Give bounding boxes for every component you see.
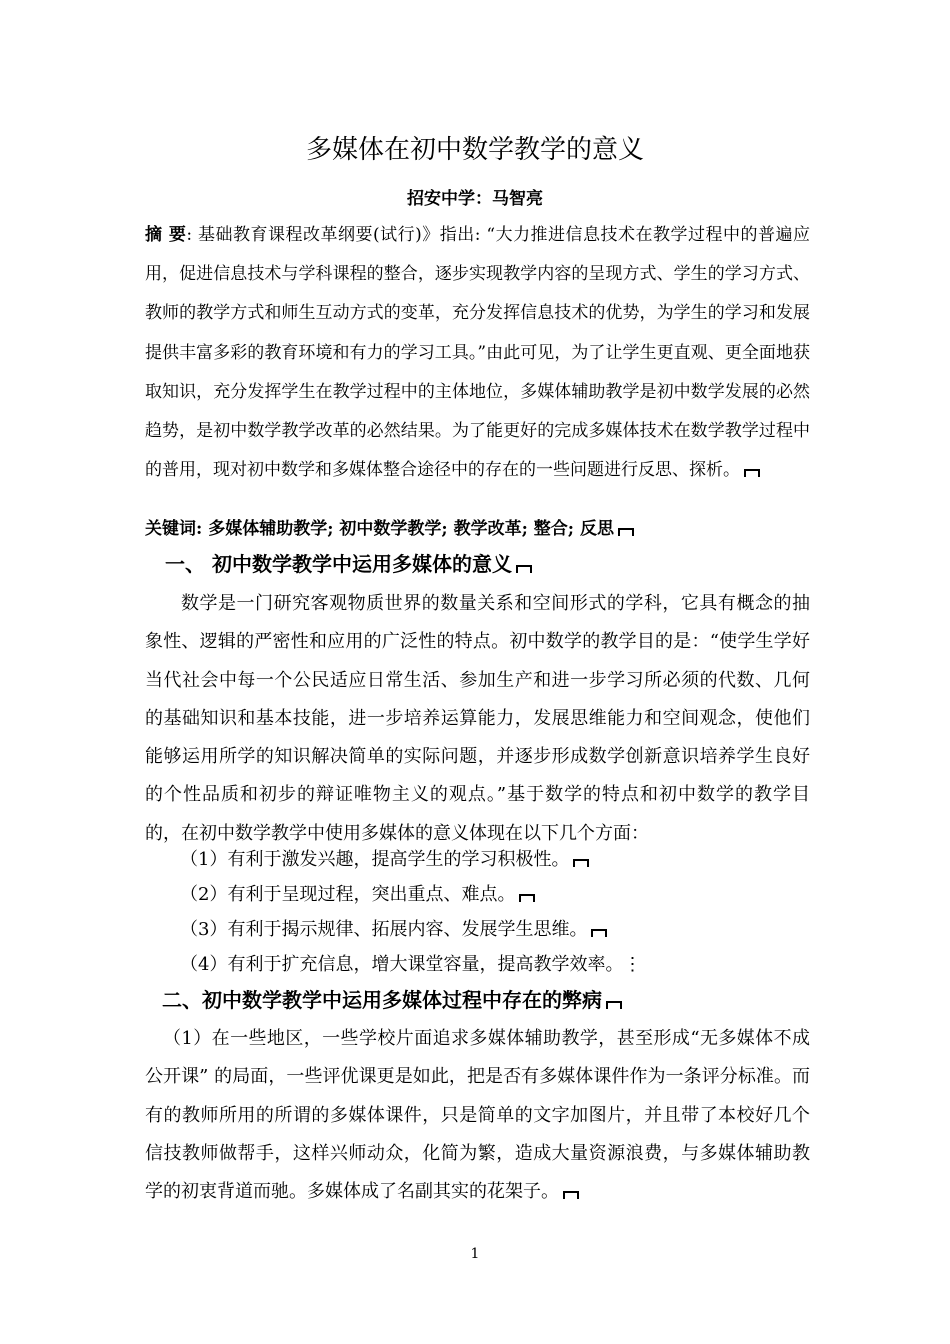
section-heading-1-text: 一、 初中数学教学中运用多媒体的意义 [165,552,512,576]
abstract-text: : 基础教育课程改革纲要(试行)》指出: “大力推进信息技术在教学过程中的普遍应用，促进信息技术与学科课程的整合，逐步实现教学内容的呈现方式、学生的学习方式、教师的教学方式和师生互动方式的变革，充分发挥信息技术的优势，为学生的学习和发展提供丰富多彩的教育环境和有力的学习工具。”由此可见，为了让学生更直观、更全面地获取知识，充分发挥学生在教学过程中的主体地位，多媒体辅助教学是初中数学发展的必然趋势，是初中数学教学改革的必然结果。为了能更好的完成多媒体技术在数学教学过程中的普用，现对初中数学和多媒体整合途径中的存在的一些问题进行反思、探析。 [145,225,811,481]
author-line: 招安中学：马智亮 [407,189,543,209]
paragraph-mark-icon [591,929,607,937]
list-item [180,877,535,912]
abstract-label: 摘 要 [145,225,187,245]
keywords-text: 关键词: 多媒体辅助教学; 初中数学教学; 教学改革; 整合; 反思 [145,519,614,539]
paragraph-mark-icon [573,859,589,867]
section-heading-2-text: 二、初中数学教学中运用多媒体过程中存在的弊病 [162,988,602,1012]
paragraph-mark-icon [516,565,532,573]
keywords-line [145,510,810,548]
paragraph-mark-icon [519,894,535,902]
paragraph-mark-icon [744,469,760,477]
section-heading-2 [162,982,622,1018]
section-2-paragraph [145,1020,810,1211]
section-2-text: （1）在一些地区，一些学校片面追求多媒体辅助教学，甚至形成“无多媒体不成公开课” 的局面，一些评优课更是如此，把是否有多媒体课件作为一条评分标准。而有的教师所用的所谓的多媒体课件，只是简单的文字加图片，并且带了本校好几个信技教师做帮手，这样兴师动众，化简为繁，造成大量资源浪费，与多媒体辅助教学的初衷背道而驰。多媒体成了名副其实的花架子。 [145,1028,810,1203]
list-item [180,842,589,877]
section-1-paragraph: 数学是一门研究客观物质世界的数量关系和空间形式的学科，它具有概念的抽象性、逻辑的严密性和应用的广泛性的特点。初中数学的教学目的是：“使学生学好当代社会中每一个公民适应日常生活、参加生产和进一步学习所必须的代数、几何的基础知识和基本技能，进一步培养运算能力，发展思维能力和空间观念，使他们能够运用所学的知识解决简单的实际问题，并逐步形成数学创新意识培养学生良好的个性品质和初步的辩证唯物主义的观点。”基于数学的特点和初中数学的教学目的，在初中数学教学中使用多媒体的意义体现在以下几个方面： [145,593,810,844]
page-number: 1 [470,1246,480,1262]
paragraph-mark-icon [606,1001,622,1009]
section-heading-1 [165,546,532,582]
paragraph-mark-icon [563,1191,579,1199]
list-item-text: （4）有利于扩充信息，增大课堂容量，提高教学效率。 [180,954,624,975]
list-item-text: （2）有利于呈现过程，突出重点、难点。 [180,884,516,905]
ellipsis-mark: ⋮ [623,954,642,975]
paragraph-mark-icon [618,528,634,536]
list-item [180,912,607,947]
list-item-text: （1）有利于激发兴趣，提高学生的学习积极性。 [180,849,570,870]
list-item-text: （3）有利于揭示规律、拓展内容、发展学生思维。 [180,919,588,940]
document-title: 多媒体在初中数学教学的意义 [305,135,644,165]
list-item [180,947,641,982]
abstract-paragraph [145,216,810,490]
